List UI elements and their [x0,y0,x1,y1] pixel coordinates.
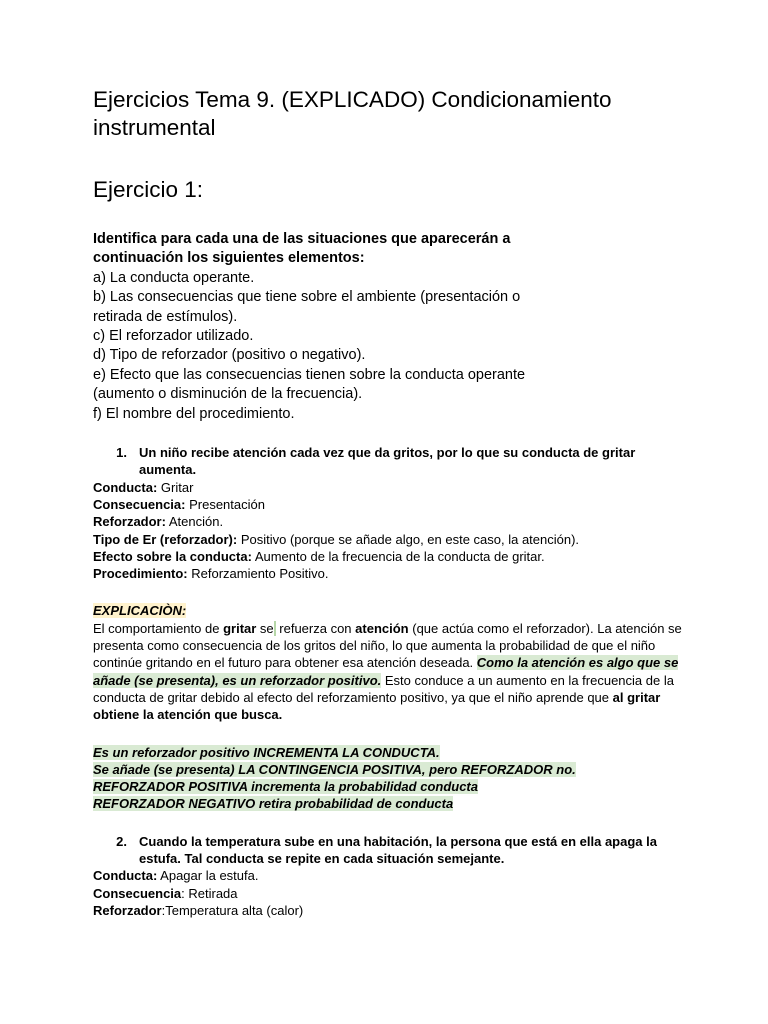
question-1-number: 1. [116,445,127,461]
field-label: Consecuencia: [93,496,186,512]
instructions [93,230,553,424]
question-2-text: Cuando la temperatura sube en una habitación, la persona que está en ella apaga la estufa. Tal conducta se repite en cada situación semejante. [139,833,657,866]
field-label: Conducta: [93,868,158,884]
question-2 [93,833,683,919]
field-conducta [93,867,683,884]
field-value: Aumento de la frecuencia de la conducta de gritar. [251,548,545,564]
question-1-header [93,444,683,479]
explanation-paragraph [93,620,683,724]
summary-block [93,744,683,813]
field-consecuencia [93,885,683,902]
summary-line: REFORZADOR NEGATIVO retira probabilidad de conducta [93,796,454,812]
explanation-text: (que actúa como el reforzador). La atención se presenta como consecuencia de los gritos del niño, lo que aumenta la probabilidad de que el niño continúe gritando en el futuro para obtener esa atención deseada. [93,620,682,671]
instruction-item-d: d) Tipo de reforzador (positivo o negativo). [93,347,366,364]
instruction-item-c: c) El reforzador utilizado. [93,328,254,345]
field-label: Conducta: [93,479,158,495]
field-value: Atención. [165,514,224,530]
explanation-bold: gritar [223,620,257,636]
summary-line: Es un reforzador positivo INCREMENTA LA CONDUCTA. [93,744,440,760]
field-label: Consecuencia [93,885,182,901]
document-title: Ejercicios Tema 9. (EXPLICADO) Condicionamiento instrumental [93,87,612,140]
field-consecuencia [93,496,683,513]
instruction-item-a: a) La conducta operante. [93,269,255,286]
instruction-item-b: b) Las consecuencias que tiene sobre el ambiente (presentación o retirada de estímulos). [93,289,521,325]
question-2-header [93,833,683,868]
field-value: Presentación [185,496,265,512]
field-reforzador [93,902,683,919]
field-tipo [93,531,683,548]
field-label: Tipo de Er (reforzador): [93,531,238,547]
field-procedimiento [93,565,683,582]
field-label: Procedimiento: [93,566,188,582]
question-1 [93,444,683,813]
explanation-title [93,602,683,619]
summary-line: Se añade (se presenta) LA CONTINGENCIA POSITIVA, pero REFORZADOR no. [93,761,576,777]
explanation-text: El comportamiento de [93,620,224,636]
field-label: Reforzador: [93,514,166,530]
field-conducta [93,479,683,496]
question-2-number: 2. [116,833,127,849]
summary-line: REFORZADOR POSITIVA incrementa la probabilidad conducta [93,779,478,795]
document-page [93,86,683,919]
explanation-title-text: EXPLICACIÒN: [93,603,187,619]
field-value: Apagar la estufa. [157,868,259,884]
field-label: Reforzador [93,902,162,918]
question-1-text: Un niño recibe atención cada vez que da gritos, por lo que su conducta de gritar aumenta. [139,445,636,478]
field-label: Efecto sobre la conducta: [93,548,252,564]
field-reforzador [93,513,683,530]
instruction-item-e: e) Efecto que las consecuencias tienen sobre la conducta operante (aumento o disminución de la frecuencia). [93,366,526,403]
field-value: Positivo (porque se añade algo, en este caso, la atención). [237,531,580,547]
exercise-heading: Ejercicio 1: [93,177,204,202]
field-value: :Temperatura alta (calor) [161,902,304,918]
field-value: Reforzamiento Positivo. [187,566,329,582]
explanation-bold: al gritar obtiene la atención que busca. [93,689,661,723]
field-value: : Retirada [181,885,238,901]
explanation-text: refuerza con [275,620,356,636]
field-efecto [93,548,683,565]
explanation-highlight: Como la atención es algo que se añade (se presenta), es un reforzador positivo. [93,655,679,688]
field-value: Gritar [157,479,194,495]
instruction-text: Identifica para cada una de las situaciones que aparecerán a continuación los siguientes elementos: [93,231,511,267]
explanation-text: se [256,620,274,636]
instruction-item-f: f) El nombre del procedimiento. [93,405,295,422]
explanation-text: Esto conduce a un aumento en la frecuencia de la conducta de gritar debido al efecto del reforzamiento positivo, ya que el niño aprende que [93,672,674,705]
explanation-bold: atención [355,620,409,636]
